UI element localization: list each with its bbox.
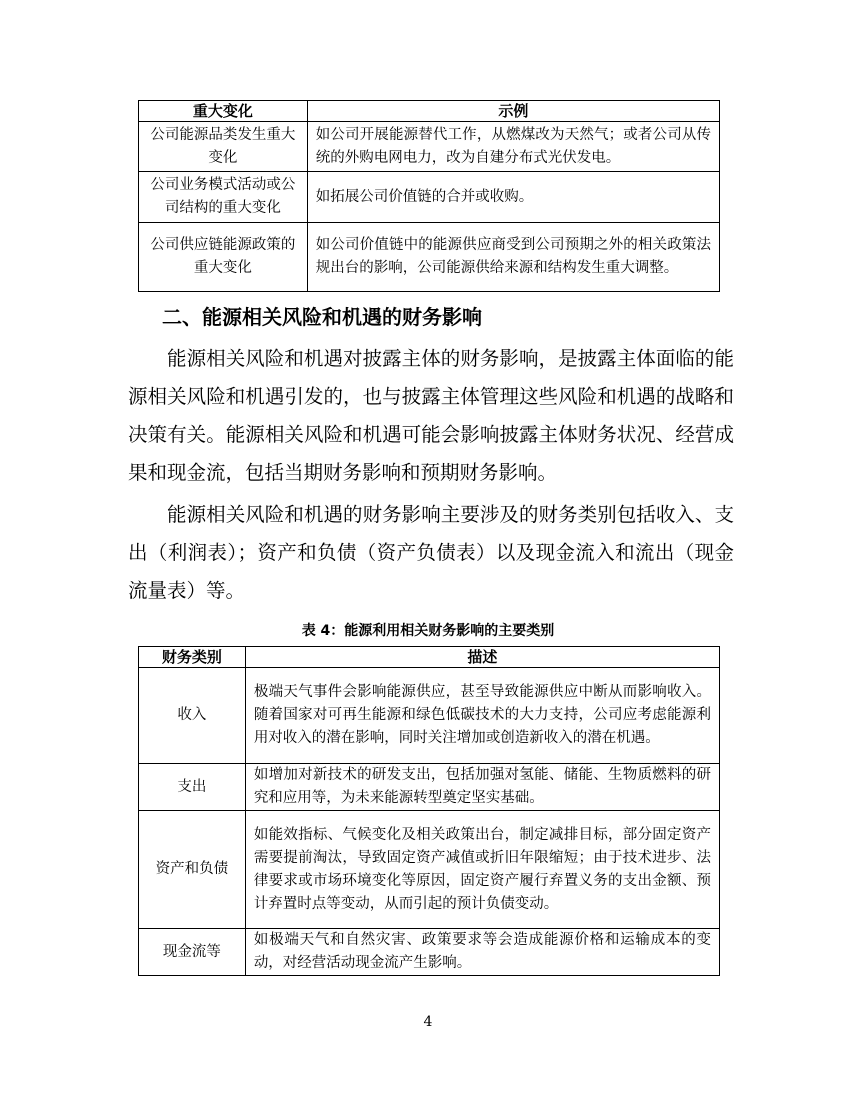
financial-category-cell: 资产和负债 <box>139 811 246 929</box>
table-header-cell: 重大变化 <box>139 101 308 122</box>
table-row <box>139 172 720 223</box>
financial-category-cell: 收入 <box>139 668 246 764</box>
financial-description-cell: 如能效指标、气候变化及相关政策出台，制定减排目标，部分固定资产需要提前淘汰，导致固定资产减值或折旧年限缩短；由于技术进步、法律要求或市场环境变化等原因，固定资产履行弃置义务的支出金额、预计弃置时点等变动，从而引起的预计负债变动。 <box>245 811 719 929</box>
section-heading: 二、能源相关风险和机遇的财务影响 <box>162 305 482 329</box>
financial-description-cell: 如增加对新技术的研发支出，包括加强对氢能、储能、生物质燃料的研究和应用等，为未来能源转型奠定坚实基础。 <box>245 764 719 811</box>
paragraph-text: 能源相关风险和机遇的财务影响主要涉及的财务类别包括收入、支出（利润表）；资产和负债（资产负债表）以及现金流入和流出（现金流量表）等。 <box>128 503 734 602</box>
change-category-cell: 公司能源品类发生重大变化 <box>139 122 308 172</box>
body-paragraph <box>128 496 734 610</box>
change-category-cell: 公司供应链能源政策的重大变化 <box>139 223 308 292</box>
change-category-cell: 公司业务模式活动或公司结构的重大变化 <box>139 172 308 223</box>
table-caption: 表 4：能源利用相关财务影响的主要类别 <box>301 623 555 639</box>
change-example-cell: 如公司价值链中的能源供应商受到公司预期之外的相关政策法规出台的影响，公司能源供给来源和结构发生重大调整。 <box>307 223 719 292</box>
table-header-cell: 示例 <box>307 101 719 122</box>
energy-changes-table <box>138 100 720 292</box>
financial-impact-table <box>138 646 720 976</box>
change-example-cell: 如公司开展能源替代工作，从燃煤改为天然气；或者公司从传统的外购电网电力，改为自建分布式光伏发电。 <box>307 122 719 172</box>
financial-category-cell: 现金流等 <box>139 929 246 976</box>
table-header-cell: 财务类别 <box>139 647 246 668</box>
body-paragraph <box>128 340 734 492</box>
financial-category-cell: 支出 <box>139 764 246 811</box>
financial-description-cell: 如极端天气和自然灾害、政策要求等会造成能源价格和运输成本的变动，对经营活动现金流产生影响。 <box>245 929 719 976</box>
paragraph-text: 能源相关风险和机遇对披露主体的财务影响，是披露主体面临的能源相关风险和机遇引发的，也与披露主体管理这些风险和机遇的战略和决策有关。能源相关风险和机遇可能会影响披露主体财务状况、经营成果和现金流，包括当期财务影响和预期财务影响。 <box>128 347 734 484</box>
change-example-cell: 如拓展公司价值链的合并或收购。 <box>307 172 719 223</box>
table-row <box>139 223 720 292</box>
table-row <box>139 764 720 811</box>
table-row <box>139 668 720 764</box>
table-header-row <box>139 101 720 122</box>
table-row <box>139 122 720 172</box>
financial-description-cell: 极端天气事件会影响能源供应，甚至导致能源供应中断从而影响收入。随着国家对可再生能源和绿色低碳技术的大力支持，公司应考虑能源利用对收入的潜在影响，同时关注增加或创造新收入的潜在机遇。 <box>245 668 719 764</box>
table-header-cell: 描述 <box>245 647 719 668</box>
page-number: 4 <box>423 1014 433 1030</box>
table-row <box>139 929 720 976</box>
table-header-row <box>139 647 720 668</box>
table-row <box>139 811 720 929</box>
